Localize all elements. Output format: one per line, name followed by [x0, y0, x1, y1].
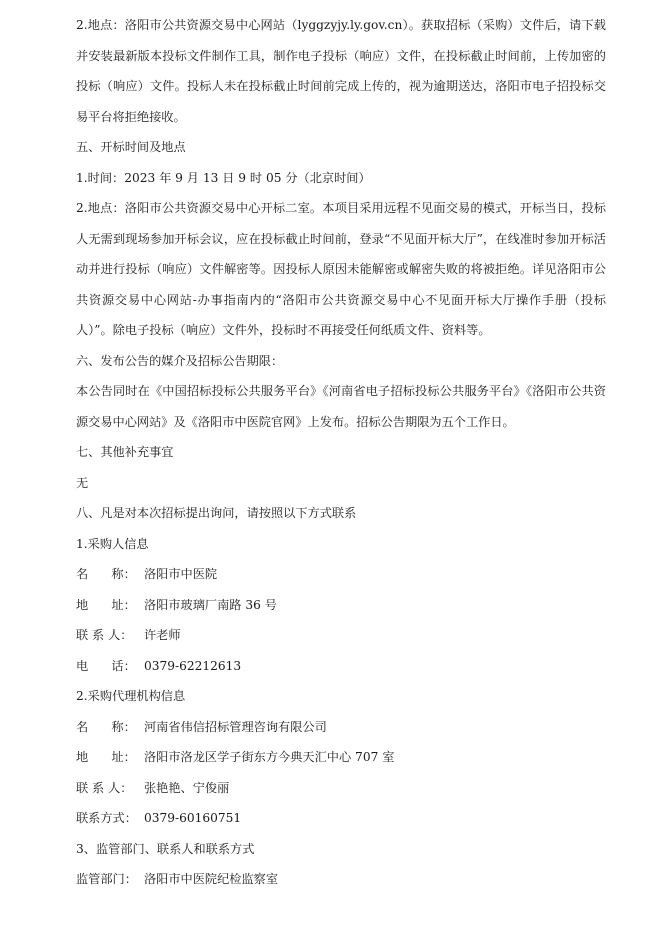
purchaser-name-value: 洛阳市中医院	[144, 567, 218, 581]
supervision-dept-label: 监管部门：	[76, 872, 137, 886]
purchaser-name-row	[76, 559, 606, 590]
agency-phone-row	[76, 803, 606, 834]
purchaser-contact-value: 许老师	[144, 628, 181, 642]
supervision-heading: 3、监管部门、联系人和联系方式	[76, 841, 255, 856]
purchaser-info-heading: 1.采购人信息	[76, 536, 149, 551]
section-8-heading: 八、凡是对本次招标提出询问，请按照以下方式联系	[76, 506, 357, 520]
purchaser-contact-row	[76, 620, 606, 651]
supervision-dept-row	[76, 864, 606, 895]
agency-name-row	[76, 712, 606, 743]
agency-contact-value: 张艳艳、宁俊丽	[144, 780, 230, 795]
purchaser-address-row	[76, 590, 606, 621]
agency-name-value: 河南省伟信招标管理咨询有限公司	[144, 719, 327, 734]
purchaser-address-value: 洛阳市玻璃厂南路 36 号	[144, 597, 277, 612]
agency-name-label: 名 称：	[76, 719, 136, 734]
section-6-heading: 六、发布公告的媒介及招标公告期限：	[76, 353, 284, 368]
opening-time: 1.时间：2023 年 9 月 13 日 9 时 05 分（北京时间）	[76, 170, 371, 185]
purchaser-contact-label: 联 系 人：	[76, 628, 133, 642]
agency-contact-label: 联 系 人：	[76, 780, 133, 795]
publication-media-paragraph: 本公告同时在《中国招标投标公共服务平台》《河南省电子招标投标公共服务平台》《洛阳市公共资源交易中心网站》及《洛阳市中医院官网》上发布。招标公告期限为五个工作日。	[76, 384, 606, 429]
section-7-content: 无	[76, 475, 89, 490]
opening-location-paragraph: 2.地点：洛阳市公共资源交易中心开标二室。本项目采用远程不见面交易的模式，开标当日，投标人无需到现场参加开标会议，应在投标截止时间前，登录“不见面开标大厅”，在线准时参加开标活动并进行投标（响应）文件解密等。因投标人原因未能解密或解密失败的将被拒绝。详见洛阳市公共资源交易中心网站-办事指南内的“洛阳市公共资源交易中心不见面开标大厅操作手册（投标人）”。除电子投标（响应）文件外，投标时不再接受任何纸质文件、资料等。	[76, 201, 606, 337]
bid-submission-location-paragraph: 2.地点：洛阳市公共资源交易中心网站（lyggzyjy.ly.gov.cn）。获取招标（采购）文件后，请下载并安装最新版本投标文件制作工具，制作电子投标（响应）文件，在投标截止时间前，上传加密的投标（响应）文件。投标人未在投标截止时间前完成上传的，视为逾期送达，洛阳市电子招投标交易平台将拒绝接收。	[76, 18, 606, 124]
purchaser-name-label: 名 称：	[76, 567, 136, 581]
agency-info-heading: 2.采购代理机构信息	[76, 689, 186, 703]
document-body	[76, 10, 606, 895]
section-7-heading: 七、其他补充事宜	[76, 445, 174, 459]
purchaser-phone-label: 电 话：	[76, 658, 136, 673]
agency-phone-value: 0379-60160751	[144, 811, 242, 825]
agency-address-value: 洛阳市洛龙区学子街东方今典天汇中心 707 室	[144, 750, 395, 764]
supervision-dept-value: 洛阳市中医院纪检监察室	[144, 872, 279, 886]
purchaser-address-label: 地 址：	[76, 597, 136, 612]
agency-address-row	[76, 742, 606, 773]
section-5-heading: 五、开标时间及地点	[76, 140, 186, 154]
agency-address-label: 地 址：	[76, 750, 136, 764]
purchaser-phone-row	[76, 651, 606, 682]
agency-contact-row	[76, 773, 606, 804]
purchaser-phone-value: 0379-62212613	[144, 658, 242, 673]
agency-phone-label: 联系方式：	[76, 811, 137, 825]
